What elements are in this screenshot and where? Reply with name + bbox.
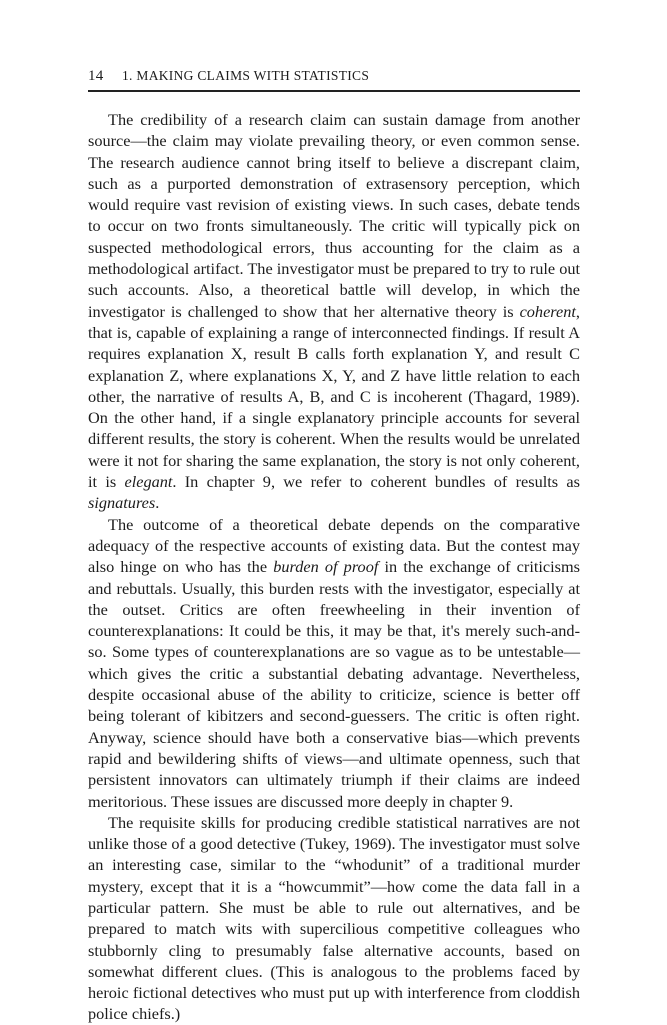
text-run: in the exchange of criticisms and rebuttals. Usually, this burden rests with the investigator, especially at the outset. Critics are often freewheeling in their invention of counterexplanations: It could be this, it may be that, it's merely such-and-so. Some types of counterexplanations are so vague as to be untestable—which gives the critic a substantial debating advantage. Nevertheless, despite occasional abuse of the ability to criticize, science is better off being tolerant of kibitzers and second-guessers. The critic is often right. Anyway, science should have both a conservative bias—which prevents rapid and bewildering shifts of views—and ultimate openness, such that persistent innovators can ultimately triumph if their claims are indeed meritorious. These issues are discussed more deeply in chapter 9.	[88, 557, 580, 811]
italic-term: elegant	[124, 472, 173, 492]
page-number: 14	[88, 68, 104, 84]
text-run: . In chapter 9, we refer to coherent bundles of results as	[172, 472, 580, 492]
text-run: , that is, capable of explaining a range of interconnected findings. If result A requires explanation X, result B calls forth explanation Y, and result C explanation Z, where explanations X, Y, and Z have little relation to each other, the narrative of results A, B, and C is incoherent (Thagard, 1989). On the other hand, if a single explanatory principle accounts for several different results, the story is coherent. When the results would be unrelated were it not for sharing the same explanation, the story is not only coherent, it is	[88, 301, 580, 492]
italic-term: signatures	[88, 493, 156, 513]
italic-term: burden of proof	[273, 557, 379, 577]
paragraph	[88, 514, 580, 812]
paragraph	[88, 812, 580, 1025]
chapter-title: 1. MAKING CLAIMS WITH STATISTICS	[122, 68, 370, 83]
text-run: The credibility of a research claim can sustain damage from another source—the claim may violate prevailing theory, or even common sense. The research audience cannot bring itself to believe a discrepant claim, such as a purported demonstration of extrasensory perception, which would require vast revision of existing views. In such cases, debate tends to occur on two fronts simultaneously. The critic will typically pick on suspected methodological errors, thus accounting for the claim as a methodological artifact. The investigator must be prepared to try to rule out such accounts. Also, a theoretical battle will develop, in which the investigator is challenged to show that her alternative theory is	[88, 110, 580, 321]
text-run: .	[155, 493, 160, 513]
italic-term: coherent	[519, 301, 576, 321]
body-text	[88, 109, 580, 1025]
text-run: The outcome of a theoretical debate depends on the comparative adequacy of the respective accounts of existing data. But the contest may also hinge on who has the	[88, 514, 580, 577]
running-head	[88, 66, 580, 92]
text-run: The requisite skills for producing credible statistical narratives are not unlike those of a good detective (Tukey, 1969). The investigator must solve an interesting case, similar to the “whodunit” of a traditional murder mystery, except that it is a “howcummit”—how come the data fall in a particular pattern. She must be able to rule out alternatives, and be prepared to match wits with supercilious competitive colleagues who stubbornly cling to presumably false alternative accounts, based on somewhat different clues. (This is analogous to the problems faced by heroic fictional detectives who must put up with interference from cloddish police chiefs.)	[88, 812, 580, 1024]
paragraph	[88, 109, 580, 514]
